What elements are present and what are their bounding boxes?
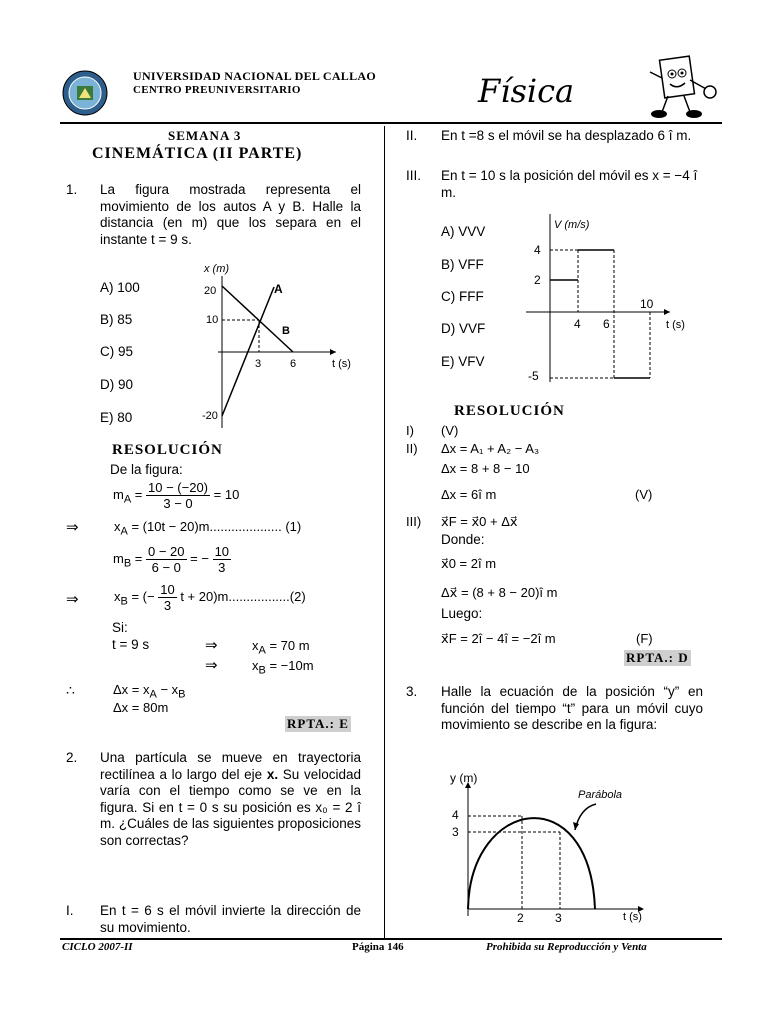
column-divider [384, 126, 385, 938]
mascot-illustration [640, 52, 720, 125]
implies-arrow-1: ⇒ [66, 519, 79, 536]
subject-title: Física [478, 72, 575, 110]
q2-r1-number: I) [406, 423, 414, 438]
q2-prop2: En t =8 s el móvil se ha desplazado 6 î m. [441, 128, 692, 143]
q1-xtick-6: 6 [290, 358, 297, 370]
q3-ylabel: y (m) [450, 771, 478, 785]
q2-r2c-mark: (V) [635, 487, 653, 502]
q1-xa-value: $x_A = 70$ m [252, 638, 310, 657]
footer-cycle: CICLO 2007-II [62, 941, 133, 953]
q1-dx-line2: Δx = 80m [113, 700, 169, 715]
week-title: SEMANA 3 [168, 128, 242, 143]
q1-option-a: A) 100 [100, 280, 140, 295]
q3-parabola [468, 818, 595, 909]
q1-si: Si: [112, 620, 128, 635]
q2-answer: RPTA.: D [626, 650, 689, 665]
q2-ytick-neg5: -5 [528, 369, 539, 383]
q3-text: Halle la ecuación de la posición “y” en función del tiempo “t” para un móvil cuyo movimiento se describe en la figura: [441, 684, 703, 732]
q3-ytick-4: 4 [452, 808, 459, 822]
q1-xtick-3: 3 [255, 358, 262, 370]
q2-r2b: Δx = 8 + 8 − 10 [441, 461, 530, 476]
q1-option-b: B) 85 [100, 312, 133, 327]
university-name: UNIVERSIDAD NACIONAL DEL CALLAO [133, 69, 377, 83]
q1-number: 1. [66, 182, 78, 197]
q1-from-figure: De la figura: [110, 462, 183, 477]
q2-option-d: D) VVF [441, 321, 486, 336]
q1-ma-equation: $m_A$ = $\frac{10 - (-20)}{3 - 0}$ = 10 [113, 480, 240, 511]
q1-xa-equation: $x_A = (10t - 20)m$.................... (1) [114, 519, 302, 538]
q2-xtick-4: 4 [574, 317, 581, 331]
q2-option-c: C) FFF [441, 289, 484, 304]
q1-option-c: C) 95 [100, 344, 134, 359]
mascot-icon [640, 52, 720, 120]
q2-r3c: Δx⃗ = (8 + 8 − 20)î m [441, 585, 558, 600]
q2-prop1-number: I. [66, 903, 74, 918]
q2-r3d: x⃗F = 2î − 4î = −2î m [441, 631, 556, 646]
q2-xlabel: t (s) [666, 319, 685, 331]
q2-r3b: x⃗0 = 2î m [441, 556, 497, 571]
q2-option-a: A) VVV [441, 224, 486, 239]
q2-ytick-4: 4 [534, 243, 541, 257]
center-name: CENTRO PREUNIVERSITARIO [133, 84, 301, 96]
q1-answer: RPTA.: E [287, 716, 349, 731]
seal-icon [62, 70, 108, 116]
q2-r3-number: III) [406, 514, 422, 529]
q3-number: 3. [406, 684, 418, 699]
q2-r2a: Δx = A₁ + A₂ − A₃ [441, 441, 540, 456]
q2-r1: (V) [441, 423, 459, 438]
q2-ytick-2: 2 [534, 273, 541, 287]
q3-xtick-3: 3 [555, 911, 562, 925]
q1-text: La figura mostrada representa el movimiento de los autos A y B. Halle la distancia (en m) que los separa en el instante t = 9 s. [100, 182, 361, 247]
q1-resolution-title: RESOLUCIÓN [112, 442, 223, 458]
q2-donde: Donde: [441, 532, 485, 547]
q3-curve-label: Parábola [578, 789, 623, 801]
footer-rule [60, 938, 722, 940]
q2-ylabel: V (m/s) [554, 219, 590, 231]
q1-ytick-neg20: -20 [202, 410, 218, 422]
q2-resolution-title: RESOLUCIÓN [454, 403, 565, 419]
university-seal [62, 70, 108, 121]
q1-label-a: A [274, 282, 283, 296]
q2-r3a: x⃗F = x⃗0 + Δx⃗ [441, 514, 518, 529]
q1-option-d: D) 90 [100, 377, 134, 392]
q2-r3d-mark: (F) [636, 631, 653, 646]
q1-ytick-10: 10 [206, 314, 219, 326]
q3-xlabel: t (s) [623, 911, 642, 923]
therefore-symbol: ∴ [66, 682, 75, 698]
q1-position-graph [196, 262, 366, 432]
q1-xb-equation: $x_B$ = (− $\frac{10}{3}$ t + 20)m.................(2) [114, 582, 306, 613]
q2-velocity-graph [520, 210, 700, 385]
q2-luego: Luego: [441, 606, 483, 621]
q2-option-e: E) VFV [441, 354, 485, 369]
q2-xtick-10: 10 [640, 297, 654, 311]
q3-xtick-2: 2 [517, 911, 524, 925]
q1-t-value: t = 9 s [112, 637, 150, 652]
q2-xtick-6: 6 [603, 317, 610, 331]
q3-position-graph [440, 768, 655, 928]
q3-curve-pointer [575, 804, 596, 830]
q1-mb-equation: $m_B$ = $\frac{0 - 20}{6 - 0}$ = − $\frac{10}{3}$ [113, 544, 230, 575]
header-rule [60, 122, 722, 124]
q1-option-e: E) 80 [100, 410, 133, 425]
q1-xlabel: t (s) [332, 358, 351, 370]
q1-dx-line1: $\Delta x = x_A - x_B$ [113, 682, 186, 701]
q2-text: Una partícula se mueve en trayectoria rectilínea a lo largo del eje x. Su velocidad varía con el tiempo como se ve en la figura. Si en t = 0 s su posición es x₀ = 2 î m. ¿Cuáles de las siguientes proposiciones son correctas? [100, 750, 361, 848]
q1-xb-value: $x_B = -10m$ [252, 658, 314, 677]
footer-notice: Prohibida su Reproducción y Venta [486, 941, 647, 953]
q2-prop2-number: II. [406, 128, 418, 143]
q1-ytick-20: 20 [204, 285, 217, 297]
q2-prop1: En t = 6 s el móvil invierte la dirección de su movimiento. [100, 903, 361, 935]
implies-arrow-4: ⇒ [205, 657, 218, 674]
q2-prop3: En t = 10 s la posición del móvil es x = −4 î m. [441, 168, 698, 200]
footer-page: Página 146 [352, 941, 404, 953]
q1-ylabel: x (m) [204, 263, 230, 275]
q2-r2-number: II) [406, 441, 418, 456]
topic-title: CINEMÁTICA (II PARTE) [92, 145, 303, 162]
implies-arrow-2: ⇒ [66, 591, 79, 608]
q3-ytick-3: 3 [452, 825, 459, 839]
q1-label-b: B [282, 325, 290, 337]
q2-prop3-number: III. [406, 168, 422, 183]
q2-r2c: Δx = 6î m [441, 487, 497, 502]
q2-option-b: B) VFF [441, 257, 484, 272]
implies-arrow-3: ⇒ [205, 637, 218, 654]
q2-number: 2. [66, 750, 78, 765]
